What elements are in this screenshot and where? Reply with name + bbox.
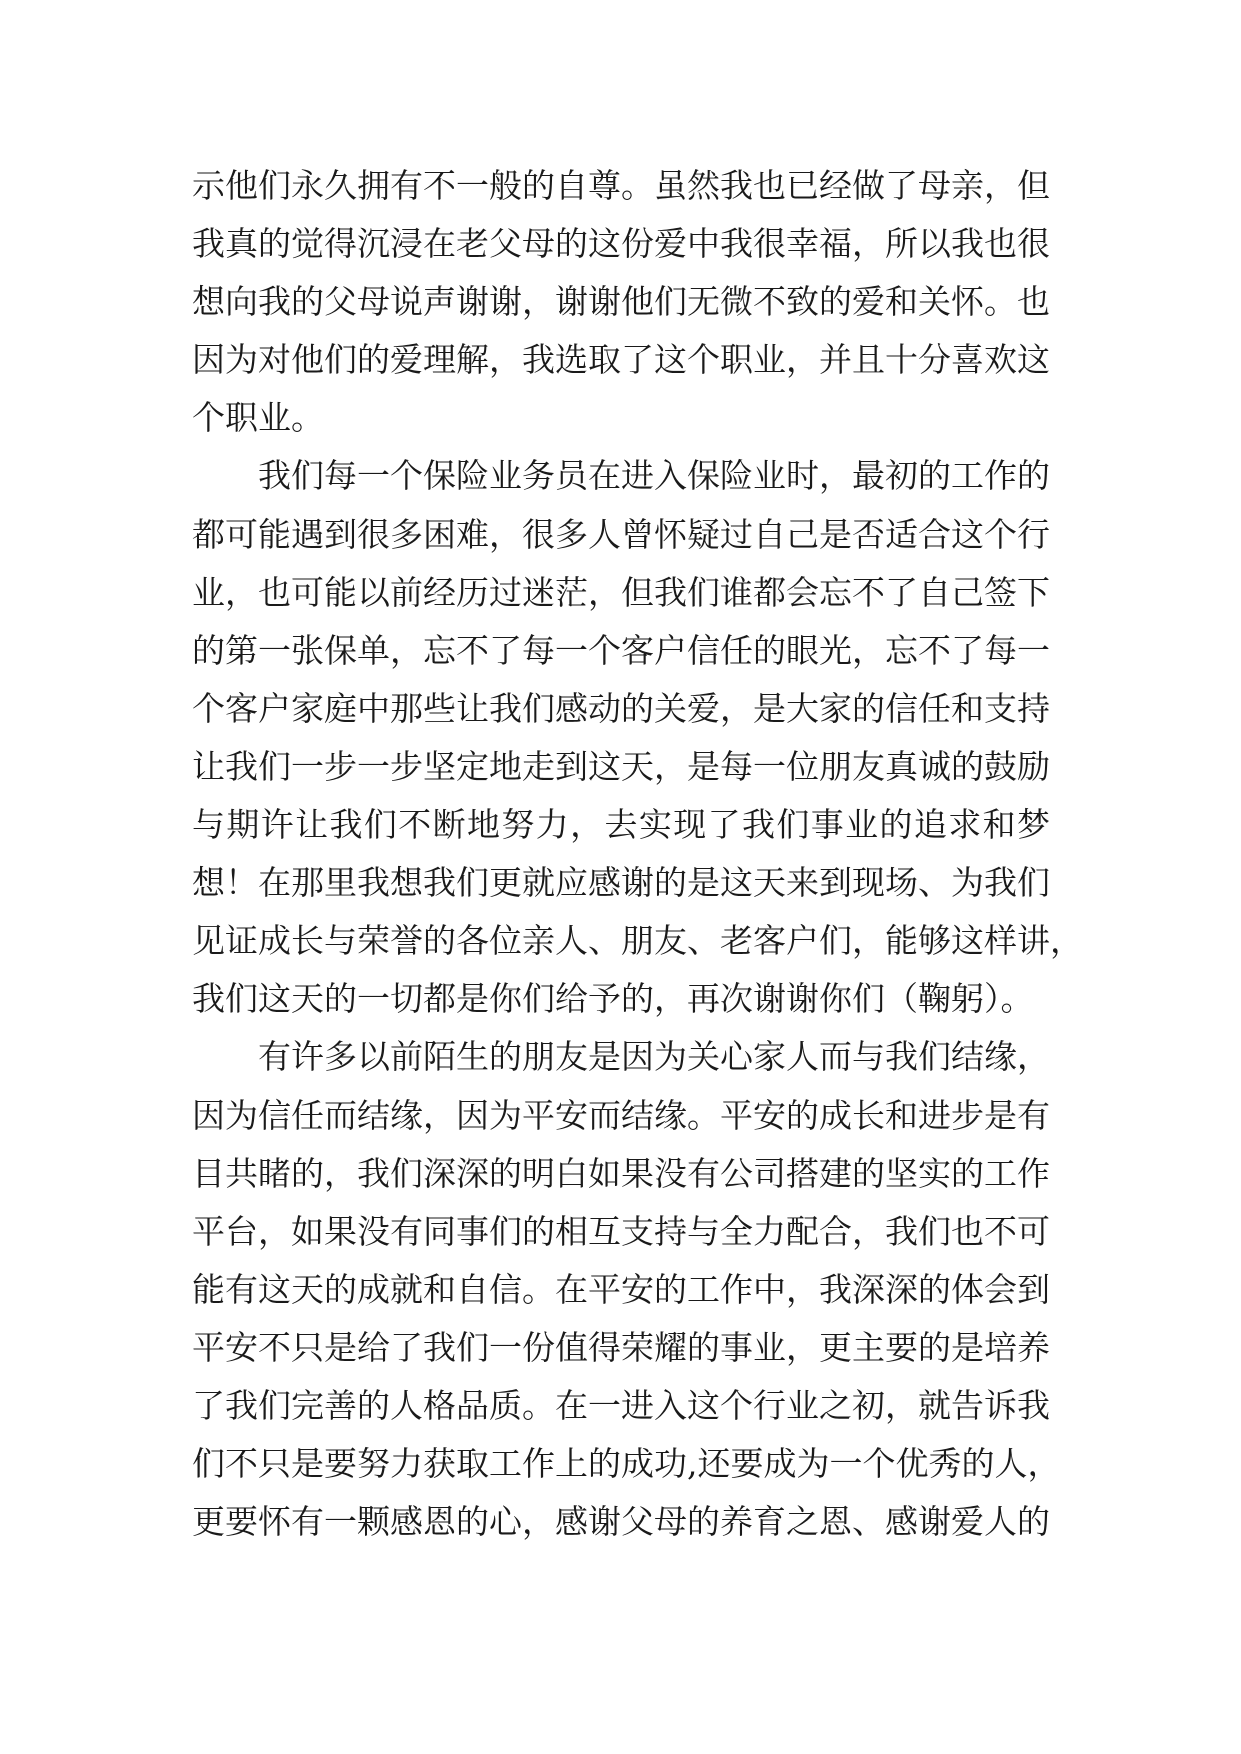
text-line: 个客户家庭中那些让我们感动的关爱，是大家的信任和支持	[192, 688, 1050, 728]
text-line: 业，也可能以前经历过迷茫，但我们谁都会忘不了自己签下	[192, 572, 1050, 612]
text-line: 示他们永久拥有不一般的自尊。虽然我也已经做了母亲，但	[192, 166, 1050, 205]
text-line: 因为对他们的爱理解，我选取了这个职业，并且十分喜欢这	[192, 340, 1050, 380]
text-line: 我们这天的一切都是你们给予的，再次谢谢你们（鞠躬）。	[192, 979, 1034, 1019]
text-line: 个职业。	[192, 398, 324, 438]
text-line: 更要怀有一颗感恩的心，感谢父母的养育之恩、感谢爱人的	[192, 1502, 1050, 1542]
text-line: 让我们一步一步坚定地走到这天，是每一位朋友真诚的鼓励	[192, 746, 1050, 786]
text-line: 想！在那里我想我们更就应感谢的是这天来到现场、为我们	[192, 863, 1050, 903]
paragraph-first-line: 我们每一个保险业务员在进入保险业时，最初的工作的	[258, 456, 1050, 496]
text-line: 想向我的父母说声谢谢，谢谢他们无微不致的爱和关怀。也	[192, 282, 1050, 322]
text-line: 了我们完善的人格品质。在一进入这个行业之初，就告诉我	[192, 1385, 1050, 1425]
text-line: 都可能遇到很多困难，很多人曾怀疑过自己是否适合这个行	[192, 514, 1050, 554]
paragraph-first-line: 有许多以前陌生的朋友是因为关心家人而与我们结缘，	[258, 1037, 1050, 1077]
text-line: 的第一张保单，忘不了每一个客户信任的眼光，忘不了每一	[192, 630, 1050, 670]
text-line: 能有这天的成就和自信。在平安的工作中，我深深的体会到	[192, 1269, 1050, 1309]
text-line: 平台，如果没有同事们的相互支持与全力配合，我们也不可	[192, 1211, 1050, 1251]
text-line: 目共睹的，我们深深的明白如果没有公司搭建的坚实的工作	[192, 1153, 1050, 1193]
text-line: 我真的觉得沉浸在老父母的这份爱中我很幸福，所以我也很	[192, 224, 1050, 264]
text-line: 与期许让我们不断地努力，去实现了我们事业的追求和梦	[192, 805, 1050, 845]
text-line: 平安不只是给了我们一份值得荣耀的事业，更主要的是培养	[192, 1327, 1050, 1367]
text-line: 见证成长与荣誉的各位亲人、朋友、老客户们，能够这样讲，	[192, 921, 1083, 961]
text-line: 们不只是要努力获取工作上的成功,还要成为一个优秀的人，	[192, 1444, 1061, 1484]
text-line: 因为信任而结缘，因为平安而结缘。平安的成长和进步是有	[192, 1095, 1050, 1135]
body-text	[192, 157, 1083, 1551]
